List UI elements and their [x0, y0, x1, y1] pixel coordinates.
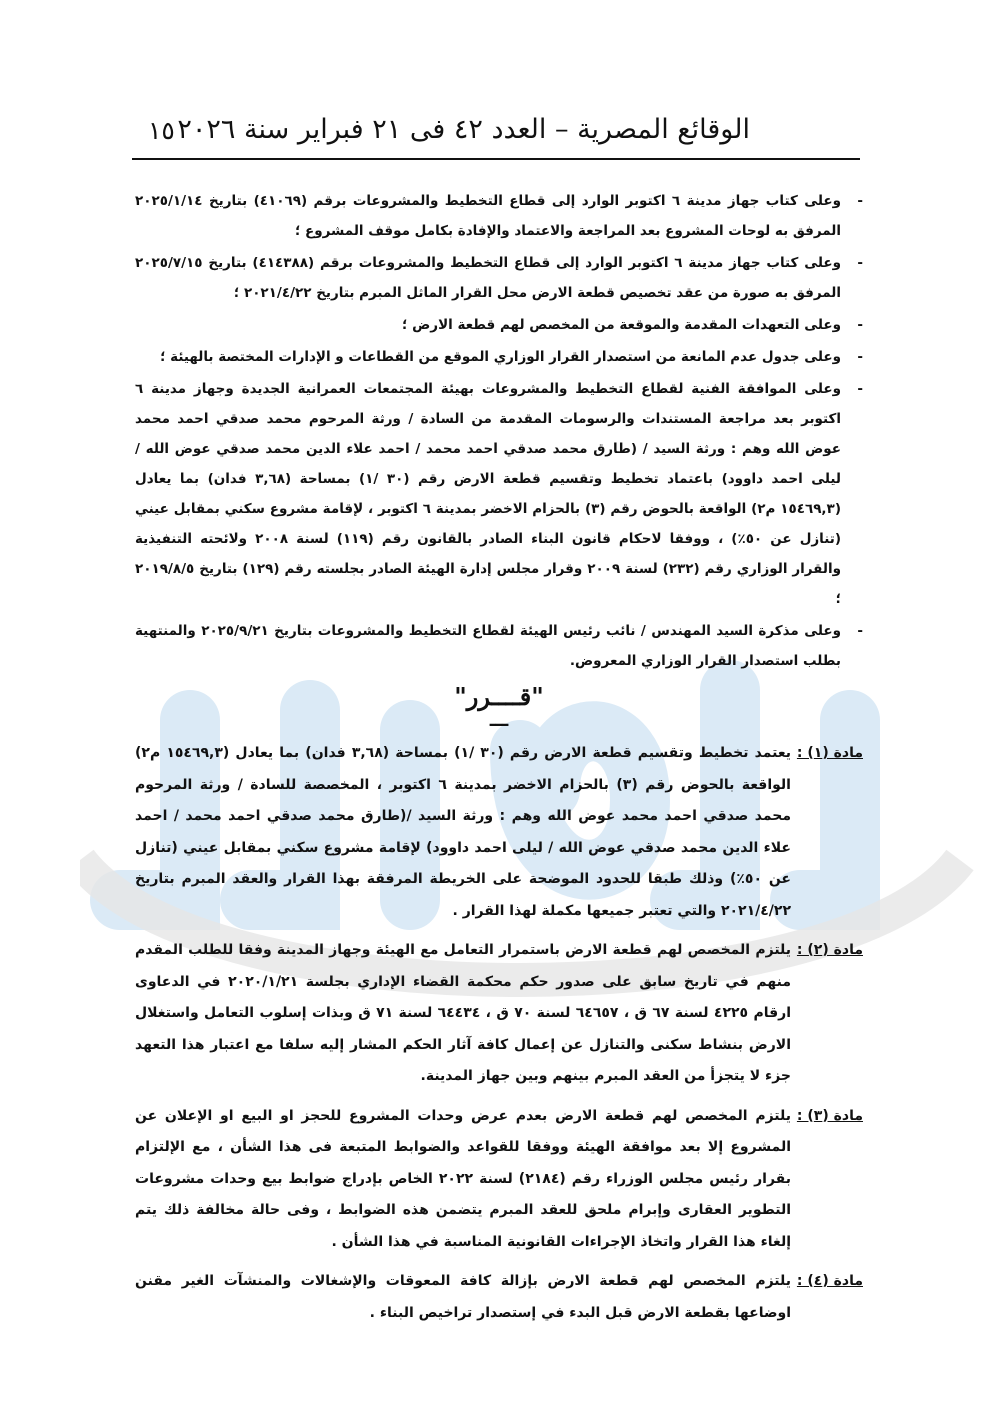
bullet-dash: - — [857, 317, 863, 333]
bullet-dash: - — [857, 349, 863, 365]
document-body — [135, 186, 863, 1329]
page-number: ١٥ — [148, 116, 175, 145]
article-2 — [135, 935, 863, 1093]
recital-text: وعلى جدول عدم المانعة من استصدار القرار الوزاري الموقع من القطاعات و الإدارات المختصة بالهيئة ؛ — [160, 349, 841, 365]
recital-paragraph — [135, 616, 863, 676]
recital-paragraph — [135, 342, 863, 372]
article-label: مادة (٤) : — [796, 1273, 863, 1289]
recital-paragraph — [135, 310, 863, 340]
decision-heading — [135, 682, 863, 730]
recital-text: وعلى التعهدات المقدمة والموقعة من المخصص لهم قطعة الارض ؛ — [402, 317, 841, 333]
recital-text: وعلى كتاب جهاز مدينة ٦ اكتوبر الوارد إلى قطاع التخطيط والمشروعات برقم (٤١٤٣٨٨) بتاريخ ٢٠٢٥/٧/١٥ المرفق به صورة من عقد تخصيص قطعة الارض محل القرار الماثل المبرم بتاريخ ٢٠٢١/٤/٢٢ ؛ — [135, 255, 841, 301]
article-1 — [135, 738, 863, 927]
article-3 — [135, 1101, 863, 1259]
recital-paragraph — [135, 186, 863, 246]
recital-text: وعلى كتاب جهاز مدينة ٦ اكتوبر الوارد إلى قطاع التخطيط والمشروعات برقم (٤١٠٦٩) بتاريخ ٢٠٢٥/١/١٤ المرفق به لوحات المشروع بعد المراجعة والاعتماد والإفادة بكامل موقف المشروع ؛ — [135, 193, 841, 239]
article-label: مادة (٢) : — [796, 942, 863, 958]
bullet-dash: - — [857, 193, 863, 209]
bullet-dash: - — [857, 623, 863, 639]
article-text: يلتزم المخصص لهم قطعة الارض بعدم عرض وحدات المشروع للحجز او البيع او الإعلان عن المشروع إلا بعد موافقة الهيئة ووفقا للقواعد والضوابط المتبعة فى هذا الشأن ، مع الإلتزام بقرار رئيس مجلس الوزراء رقم (٢١٨٤) لسنة ٢٠٢٢ الخاص بإدراج ضوابط بيع وحدات مشروعات التطوير العقارى وإبرام ملحق للعقد المبرم يتضمن هذه الضوابط ، وفى حالة مخالفة ذلك يتم إلغاء هذا القرار واتخاذ الإجراءات القانونية المناسبة في هذا الشأن . — [135, 1107, 791, 1250]
article-text: يلتزم المخصص لهم قطعة الارض باستمرار التعامل مع الهيئة وجهاز المدينة وفقا للطلب المقدم منهم في تاريخ سابق على صدور حكم محكمة القضاء الإداري بجلسة ٢٠٢٠/١/٢١ في الدعاوى ارقام ٤٢٢٥ لسنة ٦٧ ق ، ٦٤٦٥٧ لسنة ٧٠ ق ، ٦٤٤٣٤ لسنة ٧١ ق وبذات إسلوب التعامل واستغلال الارض بنشاط سكنى والتنازل عن إعمال كافة آثار الحكم المشار إليه سلفا مع اعتبار هذا التعهد جزء لا يتجزأ من العقد المبرم بينهم وبين جهاز المدينة. — [135, 942, 791, 1084]
bullet-dash: - — [857, 255, 863, 271]
recital-paragraph — [135, 374, 863, 614]
recital-paragraph — [135, 248, 863, 308]
article-label: مادة (٣) : — [796, 1107, 863, 1124]
recital-text: وعلى الموافقة الفنية لقطاع التخطيط والمشروعات بهيئة المجتمعات العمرانية الجديدة وجهاز مدينة ٦ اكتوبر بعد مراجعة المستندات والرسومات المقدمة من السادة / ورثة المرحوم محمد صدقي احمد محمد عوض الله وهم : ورثة السيد / (طارق محمد صدقي احمد محمد / احمد علاء الدين محمد صدقي عوض الله / ليلى احمد داوود) باعتماد تخطيط وتقسيم قطعة الارض رقم (٣٠ /١) بمساحة (٣,٦٨ فدان) بما يعادل (١٥٤٦٩,٣ م٢) الواقعة بالحوض رقم (٣) بالحزام الاخضر بمدينة ٦ اكتوبر ، لإقامة مشروع سكني بمقابل عيني (تنازل عن ٥٠٪) ، ووفقا لاحكام قانون البناء الصادر بالقانون رقم (١١٩) لسنة ٢٠٠٨ ولائحته التنفيذية والقرار الوزاري رقم (٢٣٢) لسنة ٢٠٠٩ وقرار مجلس إدارة الهيئة الصادر بجلسته رقم (١٢٩) بتاريخ ٢٠١٩/٨/٥ ؛ — [135, 381, 841, 607]
article-label: مادة (١) : — [796, 745, 863, 761]
header-rule — [132, 158, 860, 160]
page-title: الوقائع المصرية – العدد ٤٢ فى ٢١ فبراير سنة ٢٠٢٦ — [177, 114, 750, 145]
title-underline: ـــ — [489, 710, 509, 731]
page-header — [132, 110, 860, 160]
article-4 — [135, 1266, 863, 1329]
recital-text: وعلى مذكرة السيد المهندس / نائب رئيس الهيئة لقطاع التخطيط والمشروعات بتاريخ ٢٠٢٥/٩/٢١ والمنتهية بطلب استصدار القرار الوزاري المعروض. — [135, 623, 841, 669]
decision-title: "قــــرر" — [454, 682, 544, 711]
bullet-dash: - — [857, 381, 863, 397]
article-text: يلتزم المخصص لهم قطعة الارض بإزالة كافة المعوقات والإشغالات والمنشآت الغير مقنن اوضاعها بقطعة الارض قبل البدء في إستصدار تراخيص البناء . — [135, 1273, 791, 1321]
article-text: يعتمد تخطيط وتقسيم قطعة الارض رقم (٣٠ /١) بمساحة (٣,٦٨ فدان) بما يعادل (١٥٤٦٩,٣ م٢) الواقعة بالحوض رقم (٣) بالحزام الاخضر بمدينة ٦ اكتوبر ، المخصصة للسادة / ورثة المرحوم محمد صدقي احمد محمد عوض الله وهم : ورثة السيد /(طارق محمد صدقي احمد محمد / احمد علاء الدين محمد صدقي عوض الله / ليلى احمد داوود) لإقامة مشروع سكني بمقابل عيني (تنازل عن ٥٠٪) وذلك طبقا للحدود الموضحة على الخريطة المرفقة بهذا القرار والعقد المبرم بتاريخ ٢٠٢١/٤/٢٢ والتي تعتبر جميعها مكملة لهذا القرار . — [135, 745, 791, 919]
